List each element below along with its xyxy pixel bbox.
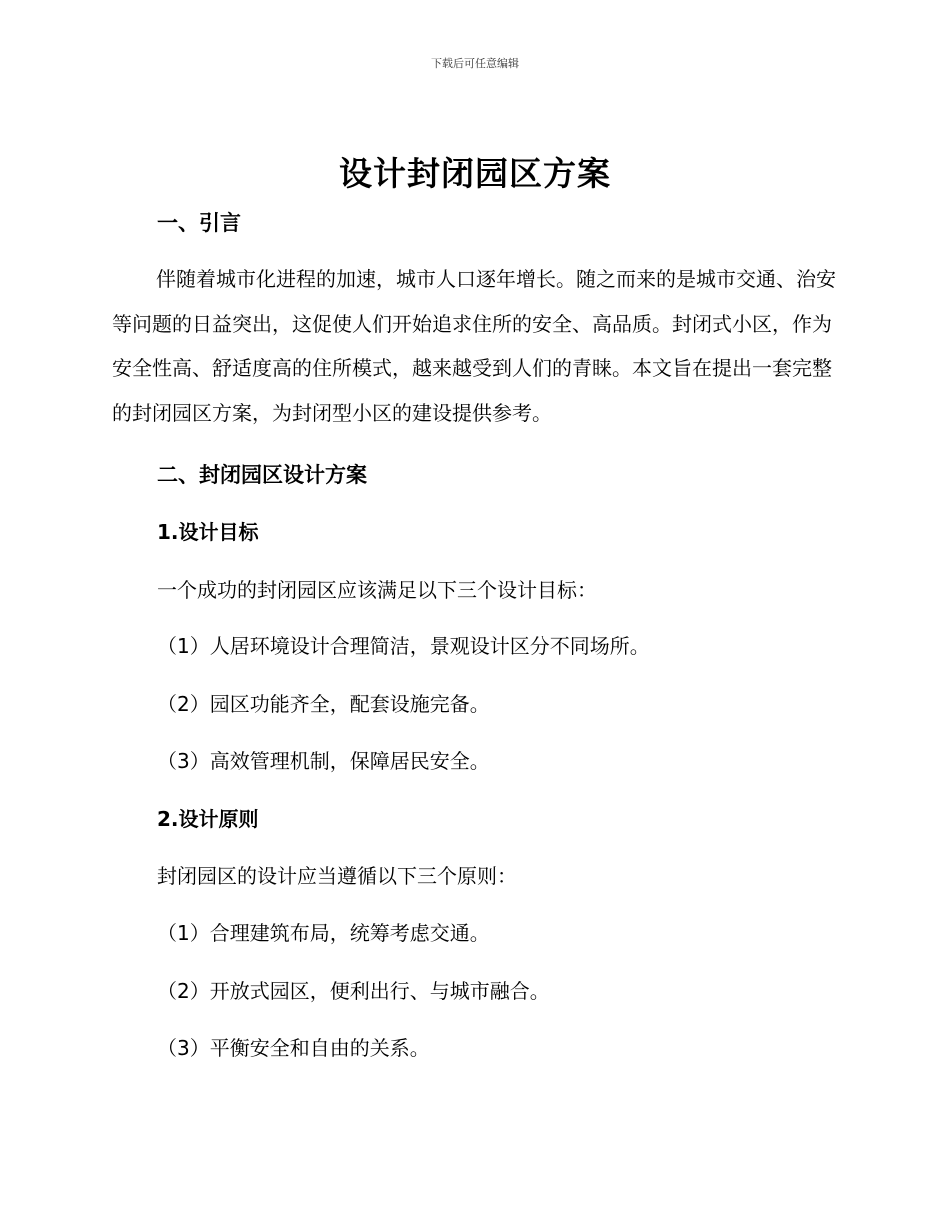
subsection-heading-goals: 1.设计目标 — [157, 520, 259, 544]
list-item: （3）平衡安全和自由的关系。 — [157, 1036, 430, 1060]
introduction-paragraph: 伴随着城市化进程的加速，城市人口逐年增长。随之而来的是城市交通、治安等问题的日益突出，这促使人们开始追求住所的安全、高品质。封闭式小区，作为安全性高、舒适度高的住所模式，越来越受到人们的青睐。本文旨在提出一套完整的封闭园区方案，为封闭型小区的建设提供参考。 — [112, 267, 836, 425]
section-heading-introduction: 一、引言 — [157, 211, 241, 235]
header-note: 下载后可任意编辑 — [431, 57, 519, 70]
section-heading-design-plan: 二、封闭园区设计方案 — [157, 463, 367, 487]
list-item: （3）高效管理机制，保障居民安全。 — [157, 749, 490, 773]
list-item: （2）开放式园区，便利出行、与城市融合。 — [157, 979, 550, 1003]
goals-intro: 一个成功的封闭园区应该满足以下三个设计目标： — [157, 578, 597, 602]
list-item: （2）园区功能齐全，配套设施完备。 — [157, 692, 490, 716]
list-item: （1）人居环境设计合理简洁，景观设计区分不同场所。 — [157, 634, 650, 658]
page-title: 设计封闭园区方案 — [339, 154, 611, 193]
list-item: （1）合理建筑布局，统筹考虑交通。 — [157, 921, 490, 945]
principles-intro: 封闭园区的设计应当遵循以下三个原则： — [157, 864, 517, 888]
subsection-heading-principles: 2.设计原则 — [157, 807, 259, 831]
